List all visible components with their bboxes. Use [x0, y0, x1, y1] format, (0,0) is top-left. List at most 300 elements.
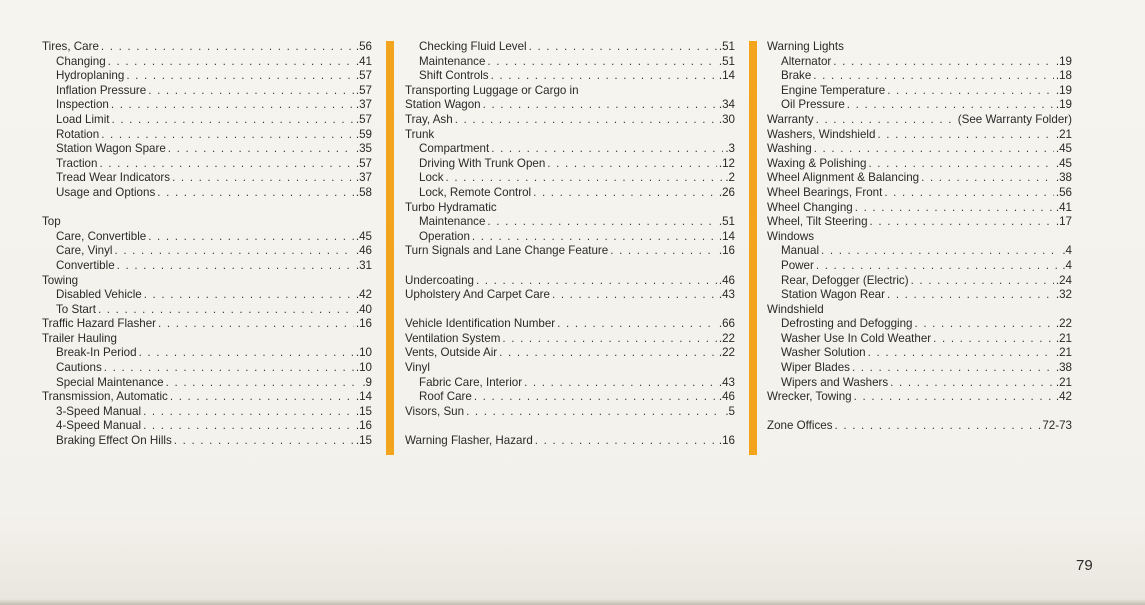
index-subentry: [42, 244, 372, 259]
dot-leader: [552, 288, 717, 303]
index-subentry: [42, 376, 372, 391]
index-entry: [405, 274, 735, 289]
index-subentry: [767, 332, 1072, 347]
entry-term: Trunk: [405, 127, 435, 141]
dot-leader: [148, 84, 354, 99]
dot-leader: [816, 259, 1060, 274]
dot-leader: [835, 419, 1041, 434]
entry-page-ref: .3: [725, 142, 735, 156]
entry-page-ref: .57: [355, 156, 372, 170]
entry-term: Transmission, Automatic: [42, 390, 168, 404]
index-entry: [767, 157, 1072, 172]
entry-term: Station Wagon Spare: [56, 142, 166, 156]
dot-leader: [814, 142, 1054, 157]
index-subentry: [42, 259, 372, 274]
entry-page-ref: .34: [718, 98, 735, 112]
index-subentry: [42, 113, 372, 128]
entry-page-ref: .19: [1055, 98, 1072, 112]
entry-term: Trailer Hauling: [42, 331, 117, 345]
entry-term: Tray, Ash: [405, 112, 453, 126]
index-entry: [405, 98, 735, 113]
entry-page-ref: .14: [718, 69, 735, 83]
index-subentry: [42, 361, 372, 376]
entry-page-ref: .42: [355, 288, 372, 302]
entry-page-ref: .45: [355, 229, 372, 243]
dot-leader: [166, 376, 361, 391]
index-entry: [767, 419, 1072, 434]
entry-page-ref: .45: [1055, 142, 1072, 156]
entry-term: Operation: [419, 229, 470, 243]
dot-leader: [887, 84, 1054, 99]
index-entry: [405, 332, 735, 347]
index-entry: [405, 405, 735, 420]
dot-leader: [112, 113, 354, 128]
entry-term: Top: [42, 215, 61, 229]
dot-leader: [813, 69, 1054, 84]
dot-leader: [833, 55, 1054, 70]
dot-leader: [487, 55, 716, 70]
entry-page-ref: .51: [718, 54, 735, 68]
index-subentry: [767, 346, 1072, 361]
index-subentry: [42, 69, 372, 84]
index-subentry: [405, 171, 735, 186]
entry-term: Station Wagon: [405, 98, 481, 112]
page-number: 79: [1076, 557, 1093, 574]
index-entry: [767, 390, 1072, 405]
index-entry: [767, 171, 1072, 186]
dot-leader: [884, 186, 1054, 201]
index-subentry: [405, 186, 735, 201]
entry-page-ref: .4: [1062, 244, 1072, 258]
dot-leader: [529, 40, 717, 55]
entry-term: Braking Effect On Hills: [56, 434, 172, 448]
dot-leader: [108, 55, 354, 70]
entry-page-ref: .41: [355, 54, 372, 68]
entry-term: Wheel Alignment & Balancing: [767, 171, 920, 185]
index-entry: [42, 317, 372, 332]
entry-term: Lock: [419, 171, 444, 185]
dot-leader: [466, 405, 723, 420]
index-entry: [405, 128, 735, 143]
index-column-2: [405, 40, 735, 449]
index-subentry: [767, 361, 1072, 376]
index-subentry: [405, 215, 735, 230]
entry-page-ref: .46: [355, 244, 372, 258]
entry-page-ref: .24: [1055, 273, 1072, 287]
dot-leader: [854, 390, 1054, 405]
entry-page-ref: .16: [718, 244, 735, 258]
entry-page-ref: .57: [355, 83, 372, 97]
entry-term: Vehicle Identification Number: [405, 317, 556, 331]
index-entry: [767, 40, 1072, 55]
index-subentry: [405, 142, 735, 157]
entry-page-ref: .57: [355, 69, 372, 83]
entry-page-ref: .14: [355, 390, 372, 404]
dot-leader: [868, 157, 1053, 172]
index-subentry: [767, 98, 1072, 113]
index-entry: [405, 201, 735, 216]
entry-term: Warning Flasher, Hazard: [405, 434, 533, 448]
entry-term: Fabric Care, Interior: [419, 375, 523, 389]
index-entry: [42, 332, 372, 347]
dot-leader: [533, 186, 717, 201]
index-entry: [767, 186, 1072, 201]
entry-term: Washers, Windshield: [767, 127, 876, 141]
column-divider-2: [749, 41, 757, 455]
index-entry: [405, 346, 735, 361]
dot-leader: [921, 171, 1054, 186]
entry-term: Tread Wear Indicators: [56, 171, 171, 185]
entry-page-ref: .37: [355, 171, 372, 185]
dot-leader: [487, 215, 716, 230]
index-subentry: [42, 346, 372, 361]
entry-term: Traffic Hazard Flasher: [42, 317, 157, 331]
entry-page-ref: .66: [718, 317, 735, 331]
entry-term: Windows: [767, 229, 815, 243]
index-entry: [405, 434, 735, 449]
entry-page-ref: .10: [355, 361, 372, 375]
index-subentry: [42, 98, 372, 113]
entry-term: Wheel Changing: [767, 200, 853, 214]
index-subentry: [405, 230, 735, 245]
dot-leader: [143, 419, 354, 434]
dot-leader: [446, 171, 724, 186]
entry-page-ref: .56: [1055, 185, 1072, 199]
dot-leader: [170, 390, 354, 405]
entry-page-ref: .16: [355, 317, 372, 331]
entry-term: Tires, Care: [42, 40, 99, 53]
entry-term: Undercoating: [405, 273, 474, 287]
index-subentry: [42, 84, 372, 99]
entry-term: Waxing & Polishing: [767, 156, 867, 170]
index-column-1: [42, 40, 372, 449]
entry-term: Roof Care: [419, 390, 472, 404]
dot-leader: [890, 376, 1054, 391]
dot-leader: [870, 215, 1054, 230]
entry-term: Ventilation System: [405, 331, 501, 345]
dot-leader: [115, 244, 354, 259]
entry-page-ref: .56: [355, 40, 372, 53]
index-subentry: [42, 128, 372, 143]
entry-term: Power: [781, 258, 814, 272]
dot-leader: [117, 259, 354, 274]
entry-term: Warning Lights: [767, 40, 844, 53]
entry-term: Warranty: [767, 112, 814, 126]
index-entry: [42, 40, 372, 55]
index-subentry: [767, 55, 1072, 70]
entry-page-ref: .22: [718, 331, 735, 345]
entry-term: Traction: [56, 156, 98, 170]
entry-page-ref: .18: [1055, 69, 1072, 83]
dot-leader: [821, 244, 1060, 259]
entry-page-ref: .43: [718, 375, 735, 389]
entry-term: Wipers and Washers: [781, 375, 889, 389]
index-entry: [767, 142, 1072, 157]
page-edge-shadow: [0, 599, 1145, 605]
entry-page-ref: .16: [355, 419, 372, 433]
index-subentry: [42, 186, 372, 201]
dot-leader: [491, 142, 723, 157]
entry-page-ref: .45: [1055, 156, 1072, 170]
entry-term: Usage and Options: [56, 185, 156, 199]
index-entry: [405, 288, 735, 303]
entry-gap: [767, 405, 1072, 420]
dot-leader: [101, 128, 354, 143]
entry-term: Driving With Trunk Open: [419, 156, 546, 170]
dot-leader: [868, 346, 1054, 361]
index-entry: [767, 303, 1072, 318]
index-entry: [42, 390, 372, 405]
dot-leader: [101, 40, 354, 55]
index-entry: [767, 201, 1072, 216]
dot-leader: [157, 186, 354, 201]
entry-term: Load Limit: [56, 112, 110, 126]
index-entry: [405, 113, 735, 128]
dot-leader: [535, 434, 717, 449]
entry-term: Compartment: [419, 142, 490, 156]
dot-leader: [933, 332, 1054, 347]
index-entry: [767, 113, 1072, 128]
dot-leader: [610, 244, 717, 259]
dot-leader: [547, 157, 717, 172]
dot-leader: [914, 317, 1053, 332]
entry-page-ref: .26: [718, 185, 735, 199]
entry-page-ref: .12: [718, 156, 735, 170]
entry-term: Transporting Luggage or Cargo in: [405, 83, 579, 97]
dot-leader: [911, 274, 1054, 289]
entry-gap: [42, 201, 372, 216]
index-subentry: [767, 274, 1072, 289]
index-entry: [42, 215, 372, 230]
entry-term: Engine Temperature: [781, 83, 886, 97]
entry-term: Oil Pressure: [781, 98, 845, 112]
entry-term: Vents, Outside Air: [405, 346, 498, 360]
entry-term: Brake: [781, 69, 812, 83]
entry-page-ref: .46: [718, 273, 735, 287]
entry-term: Washing: [767, 142, 812, 156]
entry-term: Vinyl: [405, 361, 430, 375]
entry-page-ref: .40: [355, 302, 372, 316]
entry-page-ref: .22: [718, 346, 735, 360]
entry-term: Wheel Bearings, Front: [767, 185, 883, 199]
dot-leader: [476, 274, 717, 289]
index-subentry: [405, 55, 735, 70]
dot-leader: [174, 434, 354, 449]
entry-term: Towing: [42, 273, 79, 287]
entry-page-ref: .38: [1055, 361, 1072, 375]
dot-leader: [98, 303, 354, 318]
entry-term: Washer Use In Cold Weather: [781, 331, 932, 345]
index-subentry: [42, 157, 372, 172]
index-subentry: [405, 390, 735, 405]
entry-term: Turbo Hydramatic: [405, 200, 497, 214]
dot-leader: [158, 317, 354, 332]
entry-term: Alternator: [781, 54, 832, 68]
entry-page-ref: .51: [718, 40, 735, 53]
entry-page-ref: .57: [355, 112, 372, 126]
index-column-3: [767, 40, 1072, 434]
entry-term: Inspection: [56, 98, 109, 112]
index-subentry: [767, 244, 1072, 259]
dot-leader: [99, 157, 353, 172]
index-entry: [405, 361, 735, 376]
index-subentry: [42, 288, 372, 303]
entry-term: 4-Speed Manual: [56, 419, 142, 433]
dot-leader: [847, 98, 1054, 113]
index-subentry: [42, 171, 372, 186]
entry-term: Convertible: [56, 258, 115, 272]
entry-page-ref: 72-73: [1042, 419, 1072, 433]
entry-page-ref: (See Warranty Folder): [957, 112, 1072, 126]
entry-term: Upholstery And Carpet Care: [405, 288, 550, 302]
entry-page-ref: .21: [1055, 127, 1072, 141]
dot-leader: [877, 128, 1053, 143]
entry-page-ref: .15: [355, 404, 372, 418]
entry-page-ref: .42: [1055, 390, 1072, 404]
entry-term: Defrosting and Defogging: [781, 317, 913, 331]
index-subentry: [767, 288, 1072, 303]
entry-term: Visors, Sun: [405, 404, 465, 418]
dot-leader: [502, 332, 716, 347]
dot-leader: [111, 98, 354, 113]
index-subentry: [767, 317, 1072, 332]
dot-leader: [852, 361, 1054, 376]
entry-term: Cautions: [56, 361, 102, 375]
entry-term: Disabled Vehicle: [56, 288, 142, 302]
entry-term: Wiper Blades: [781, 361, 850, 375]
dot-leader: [524, 376, 717, 391]
entry-term: Manual: [781, 244, 820, 258]
entry-page-ref: .17: [1055, 215, 1072, 229]
entry-term: Care, Convertible: [56, 229, 147, 243]
entry-page-ref: .37: [355, 98, 372, 112]
entry-page-ref: .31: [355, 258, 372, 272]
entry-term: Changing: [56, 54, 106, 68]
dot-leader: [126, 69, 354, 84]
entry-gap: [405, 259, 735, 274]
index-subentry: [42, 405, 372, 420]
entry-page-ref: .19: [1055, 83, 1072, 97]
entry-page-ref: .22: [1055, 317, 1072, 331]
entry-page-ref: .15: [355, 434, 372, 448]
entry-term: Rear, Defogger (Electric): [781, 273, 909, 287]
index-subentry: [42, 142, 372, 157]
dot-leader: [139, 346, 354, 361]
index-subentry: [42, 303, 372, 318]
entry-term: Care, Vinyl: [56, 244, 113, 258]
entry-page-ref: .43: [718, 288, 735, 302]
entry-page-ref: .19: [1055, 54, 1072, 68]
dot-leader: [557, 317, 717, 332]
dot-leader: [104, 361, 354, 376]
entry-page-ref: .21: [1055, 331, 1072, 345]
entry-term: Zone Offices: [767, 419, 833, 433]
entry-page-ref: .10: [355, 346, 372, 360]
entry-term: Maintenance: [419, 215, 486, 229]
entry-gap: [405, 419, 735, 434]
entry-page-ref: .14: [718, 229, 735, 243]
entry-term: Special Maintenance: [56, 375, 164, 389]
dot-leader: [491, 69, 717, 84]
entry-page-ref: .4: [1062, 258, 1072, 272]
index-subentry: [767, 259, 1072, 274]
entry-page-ref: .59: [355, 127, 372, 141]
index-subentry: [42, 230, 372, 245]
entry-page-ref: .5: [725, 404, 735, 418]
entry-term: Shift Controls: [419, 69, 489, 83]
entry-page-ref: .38: [1055, 171, 1072, 185]
index-entry: [767, 128, 1072, 143]
column-divider-1: [386, 41, 394, 455]
entry-page-ref: .41: [1055, 200, 1072, 214]
dot-leader: [816, 113, 956, 128]
entry-term: Wheel, Tilt Steering: [767, 215, 868, 229]
dot-leader: [168, 142, 354, 157]
entry-term: Turn Signals and Lane Change Feature: [405, 244, 609, 258]
entry-page-ref: .32: [1055, 288, 1072, 302]
index-subentry: [767, 69, 1072, 84]
dot-leader: [855, 201, 1054, 216]
index-subentry: [405, 376, 735, 391]
entry-page-ref: .21: [1055, 375, 1072, 389]
index-subentry: [767, 376, 1072, 391]
entry-page-ref: .35: [355, 142, 372, 156]
index-subentry: [42, 434, 372, 449]
entry-term: Checking Fluid Level: [419, 40, 527, 53]
entry-term: Washer Solution: [781, 346, 866, 360]
dot-leader: [455, 113, 717, 128]
entry-term: Wrecker, Towing: [767, 390, 852, 404]
index-subentry: [42, 55, 372, 70]
entry-term: Lock, Remote Control: [419, 185, 532, 199]
dot-leader: [483, 98, 717, 113]
entry-page-ref: .46: [718, 390, 735, 404]
dot-leader: [474, 390, 717, 405]
index-subentry: [405, 40, 735, 55]
entry-page-ref: .58: [355, 185, 372, 199]
index-entry: [767, 230, 1072, 245]
entry-term: Station Wagon Rear: [781, 288, 885, 302]
entry-page-ref: .30: [718, 112, 735, 126]
entry-term: 3-Speed Manual: [56, 404, 142, 418]
entry-page-ref: .9: [362, 375, 372, 389]
entry-page-ref: .16: [718, 434, 735, 448]
index-subentry: [767, 84, 1072, 99]
entry-term: Maintenance: [419, 54, 486, 68]
dot-leader: [887, 288, 1054, 303]
dot-leader: [143, 405, 354, 420]
index-entry: [767, 215, 1072, 230]
index-subentry: [405, 69, 735, 84]
entry-term: Rotation: [56, 127, 100, 141]
entry-term: Inflation Pressure: [56, 83, 147, 97]
dot-leader: [472, 230, 717, 245]
entry-page-ref: .2: [725, 171, 735, 185]
dot-leader: [499, 346, 717, 361]
entry-term: Windshield: [767, 302, 824, 316]
entry-term: Hydroplaning: [56, 69, 125, 83]
dot-leader: [144, 288, 354, 303]
dot-leader: [148, 230, 354, 245]
entry-term: Break-In Period: [56, 346, 137, 360]
index-subentry: [405, 157, 735, 172]
entry-page-ref: .51: [718, 215, 735, 229]
entry-gap: [405, 303, 735, 318]
index-entry: [405, 84, 735, 99]
index-entry: [405, 244, 735, 259]
index-entry: [405, 317, 735, 332]
entry-page-ref: .21: [1055, 346, 1072, 360]
